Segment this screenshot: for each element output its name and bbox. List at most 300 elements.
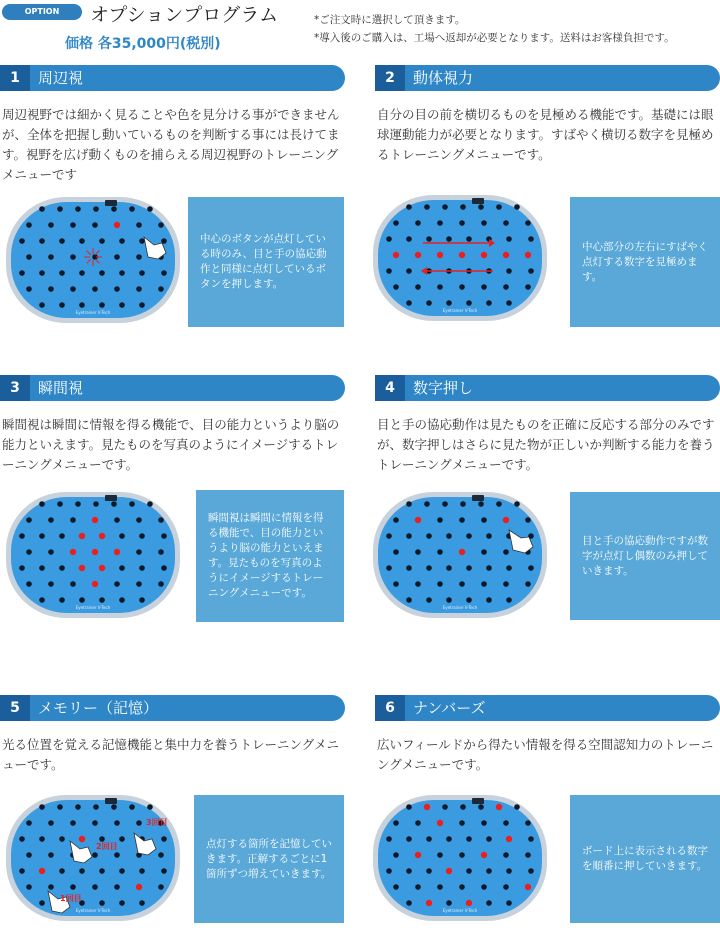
page-title: オプションプログラム <box>90 4 279 26</box>
board-button <box>478 501 484 507</box>
board-button <box>161 533 167 539</box>
board-button <box>119 270 125 276</box>
lit-button <box>459 549 465 555</box>
board-button <box>486 565 492 571</box>
board-button <box>75 501 81 507</box>
section-description: 光る位置を覚える記憶機能と集中力を養うトレーニングメニューです。 <box>2 737 340 772</box>
section-title: ナンバーズ <box>413 699 486 717</box>
board-button <box>114 852 120 858</box>
board-button <box>136 517 142 523</box>
board-button <box>406 501 412 507</box>
board-button <box>442 804 448 810</box>
lit-button <box>415 252 421 258</box>
board-button <box>415 549 421 555</box>
board-button <box>111 804 117 810</box>
board-button <box>39 270 45 276</box>
board-button <box>92 852 98 858</box>
lit-button <box>437 820 443 826</box>
board-button <box>486 836 492 842</box>
section-description: 自分の目の前を横切るものを見極める機能です。基礎には眼球運動能力が必要となります。すばやく横切る数字を見極めるトレーニングメニューです。 <box>377 107 714 162</box>
board-button <box>437 284 443 290</box>
board-button <box>114 254 120 260</box>
board-button <box>26 852 32 858</box>
lit-button <box>70 549 76 555</box>
lit-button <box>136 884 142 890</box>
board-button <box>503 581 509 587</box>
training-board-image <box>371 490 549 620</box>
board-button <box>486 868 492 874</box>
board-button <box>158 517 164 523</box>
board-button <box>528 868 534 874</box>
board-button <box>406 868 412 874</box>
program-section-1 <box>0 65 345 330</box>
lit-button <box>437 252 443 258</box>
board-button <box>99 302 105 308</box>
board-button <box>19 533 25 539</box>
board-button <box>466 565 472 571</box>
lit-button <box>39 868 45 874</box>
board-button <box>129 804 135 810</box>
board-button <box>19 868 25 874</box>
board-display <box>105 200 117 206</box>
section-caption: 中心部分の左右にすばやく点灯する数字を見極めます。 <box>570 197 720 327</box>
board-button <box>393 852 399 858</box>
lit-button <box>114 549 120 555</box>
board-button <box>79 238 85 244</box>
board-button <box>129 206 135 212</box>
board-button <box>514 204 520 210</box>
board-button <box>459 517 465 523</box>
board-brand: Eyetrainer V-Tech <box>442 908 478 913</box>
order-note: *ご注文時に選択して頂きます。 <box>314 14 466 26</box>
board-button <box>26 254 32 260</box>
board-button <box>119 238 125 244</box>
section-caption: 中心のボタンが点灯している時のみ、目と手の協応動作と同様に点灯しているボタンを押します。 <box>188 197 344 327</box>
board-button <box>525 820 531 826</box>
board-button <box>506 868 512 874</box>
board-button <box>70 884 76 890</box>
training-board-image <box>371 793 549 923</box>
board-button <box>525 284 531 290</box>
board-surface <box>378 497 542 613</box>
board-button <box>119 302 125 308</box>
option-program-badge: OPTION PROGRAM <box>2 4 82 20</box>
board-button <box>386 565 392 571</box>
section-title-bar <box>0 65 345 91</box>
lit-button <box>496 804 502 810</box>
board-button <box>514 501 520 507</box>
board-button <box>481 220 487 226</box>
board-button <box>93 501 99 507</box>
board-button <box>139 597 145 603</box>
board-button <box>129 501 135 507</box>
board-button <box>393 884 399 890</box>
board-button <box>39 302 45 308</box>
board-button <box>446 236 452 242</box>
board-surface <box>11 497 175 613</box>
board-button <box>136 254 142 260</box>
board-button <box>426 533 432 539</box>
board-button <box>406 900 412 906</box>
board-button <box>19 836 25 842</box>
board-button <box>136 549 142 555</box>
board-button <box>70 222 76 228</box>
board-button <box>481 884 487 890</box>
section-description: 瞬間視は瞬間に情報を得る機能で、目の能力というより脳の能力といえます。見たものを写真のようにイメージするトレーニングメニューです。 <box>2 417 340 472</box>
board-button <box>459 284 465 290</box>
board-button <box>466 836 472 842</box>
board-button <box>415 581 421 587</box>
board-button <box>79 868 85 874</box>
board-button <box>466 597 472 603</box>
board-button <box>139 565 145 571</box>
board-button <box>99 597 105 603</box>
board-button <box>114 884 120 890</box>
board-button <box>59 868 65 874</box>
program-section-5 <box>0 695 345 931</box>
board-button <box>59 238 65 244</box>
training-board-image <box>4 793 182 923</box>
lit-button <box>92 581 98 587</box>
training-board-image <box>4 490 182 620</box>
lit-button <box>503 252 509 258</box>
board-button <box>460 204 466 210</box>
board-button <box>424 204 430 210</box>
board-button <box>386 533 392 539</box>
lit-button <box>481 852 487 858</box>
board-button <box>406 836 412 842</box>
section-title-bar <box>375 695 720 721</box>
board-button <box>406 565 412 571</box>
board-button <box>111 206 117 212</box>
board-button <box>406 804 412 810</box>
board-button <box>503 220 509 226</box>
board-button <box>158 286 164 292</box>
board-button <box>466 236 472 242</box>
lit-button <box>99 565 105 571</box>
board-button <box>406 597 412 603</box>
board-brand: Eyetrainer V-Tech <box>75 908 111 913</box>
board-button <box>26 581 32 587</box>
board-button <box>161 270 167 276</box>
board-button <box>70 517 76 523</box>
board-button <box>139 533 145 539</box>
board-button <box>99 238 105 244</box>
board-button <box>161 836 167 842</box>
program-section-3 <box>0 375 345 625</box>
board-button <box>139 302 145 308</box>
board-button <box>48 286 54 292</box>
lit-button <box>79 533 85 539</box>
board-button <box>393 820 399 826</box>
lit-button <box>506 836 512 842</box>
board-button <box>503 852 509 858</box>
section-title-bar <box>375 375 720 401</box>
board-button <box>139 270 145 276</box>
page-header <box>0 0 720 60</box>
board-button <box>437 549 443 555</box>
board-button <box>426 300 432 306</box>
board-button <box>446 836 452 842</box>
board-button <box>406 300 412 306</box>
board-button <box>386 868 392 874</box>
board-button <box>92 884 98 890</box>
lit-button <box>525 884 531 890</box>
program-section-2 <box>375 65 720 330</box>
section-description: 周辺視野では細かく見ることや色を見分ける事ができませんが、全体を把握し動いているものを判断する事には長けてます。視野を広げ動くものを捕らえる周辺視野のトレーニングメニューです <box>2 107 340 182</box>
board-button <box>99 270 105 276</box>
lit-button <box>393 252 399 258</box>
board-button <box>466 868 472 874</box>
board-button <box>528 268 534 274</box>
board-button <box>426 868 432 874</box>
board-button <box>136 286 142 292</box>
board-button <box>26 286 32 292</box>
section-title: メモリー（記憶） <box>38 699 159 717</box>
board-button <box>92 286 98 292</box>
board-button <box>139 238 145 244</box>
board-button <box>39 900 45 906</box>
board-button <box>506 900 512 906</box>
board-button <box>481 284 487 290</box>
board-button <box>506 565 512 571</box>
board-brand: Eyetrainer V-Tech <box>442 605 478 610</box>
board-button <box>111 501 117 507</box>
lit-button <box>525 252 531 258</box>
board-button <box>147 501 153 507</box>
board-button <box>503 549 509 555</box>
board-button <box>114 286 120 292</box>
board-surface <box>378 800 542 916</box>
board-button <box>459 884 465 890</box>
board-button <box>92 222 98 228</box>
board-button <box>446 597 452 603</box>
board-button <box>119 533 125 539</box>
board-button <box>136 222 142 228</box>
lit-button <box>415 852 421 858</box>
board-button <box>57 804 63 810</box>
board-button <box>466 300 472 306</box>
board-button <box>158 222 164 228</box>
lit-button <box>415 517 421 523</box>
board-button <box>48 884 54 890</box>
board-button <box>48 517 54 523</box>
board-button <box>75 804 81 810</box>
board-button <box>114 820 120 826</box>
board-button <box>481 820 487 826</box>
board-button <box>528 236 534 242</box>
lit-button <box>459 252 465 258</box>
board-button <box>393 517 399 523</box>
board-button <box>161 565 167 571</box>
board-brand: Eyetrainer V-Tech <box>442 308 478 313</box>
board-button <box>446 300 452 306</box>
section-description: 目と手の協応動作は見たものを正確に反応する部分のみですが、数字押しはさらに見た物が正しいか判断する能力を養うトレーニングメニューです。 <box>377 417 715 472</box>
board-button <box>57 206 63 212</box>
board-button <box>161 868 167 874</box>
board-button <box>93 804 99 810</box>
lit-button <box>481 252 487 258</box>
board-button <box>459 581 465 587</box>
board-button <box>426 236 432 242</box>
board-button <box>415 884 421 890</box>
board-button <box>136 820 142 826</box>
board-button <box>119 868 125 874</box>
section-title: 数字押し <box>413 379 474 397</box>
board-button <box>39 597 45 603</box>
memory-step-label: 1回目 <box>60 894 82 903</box>
board-button <box>525 220 531 226</box>
board-button <box>158 581 164 587</box>
lit-button <box>426 900 432 906</box>
board-button <box>39 804 45 810</box>
board-button <box>48 581 54 587</box>
board-button <box>406 533 412 539</box>
board-button <box>506 236 512 242</box>
section-title-bar <box>0 695 345 721</box>
board-display <box>472 198 484 204</box>
board-button <box>39 565 45 571</box>
board-button <box>99 900 105 906</box>
board-button <box>486 900 492 906</box>
board-button <box>426 597 432 603</box>
board-button <box>79 302 85 308</box>
board-button <box>528 836 534 842</box>
shipping-note: *導入後のご購入は、工場へ返却が必要となります。送料はお客様負担です。 <box>314 32 675 44</box>
board-button <box>496 501 502 507</box>
memory-step-label: 2回目 <box>96 842 118 851</box>
section-number: 1 <box>0 65 30 91</box>
board-button <box>19 565 25 571</box>
section-title: 瞬間視 <box>38 379 84 397</box>
section-caption: 瞬間視は瞬間に情報を得る機能で、目の能力というより脳の能力といえます。見たものを写真のようにイメージするトレーニングメニューです。 <box>196 490 344 622</box>
board-button <box>48 222 54 228</box>
board-button <box>59 270 65 276</box>
lit-button <box>79 836 85 842</box>
board-button <box>158 884 164 890</box>
board-button <box>393 581 399 587</box>
board-display <box>105 495 117 501</box>
board-button <box>70 286 76 292</box>
board-button <box>59 565 65 571</box>
board-button <box>39 836 45 842</box>
board-button <box>426 836 432 842</box>
board-display <box>105 798 117 804</box>
board-button <box>486 300 492 306</box>
board-button <box>442 501 448 507</box>
board-display <box>472 798 484 804</box>
board-button <box>446 900 452 906</box>
board-button <box>93 206 99 212</box>
board-button <box>437 581 443 587</box>
training-board-image <box>4 195 182 325</box>
section-number: 3 <box>0 375 30 401</box>
board-button <box>26 820 32 826</box>
board-brand: Eyetrainer V-Tech <box>75 310 111 315</box>
memory-step-label: 3回目 <box>146 818 168 827</box>
board-button <box>139 900 145 906</box>
board-button <box>147 206 153 212</box>
board-button <box>59 302 65 308</box>
board-display <box>472 495 484 501</box>
board-button <box>70 820 76 826</box>
board-button <box>460 501 466 507</box>
board-button <box>415 284 421 290</box>
board-button <box>70 581 76 587</box>
board-button <box>460 804 466 810</box>
board-button <box>393 549 399 555</box>
board-button <box>415 220 421 226</box>
board-button <box>79 270 85 276</box>
board-button <box>415 820 421 826</box>
board-button <box>496 204 502 210</box>
section-title-bar <box>0 375 345 401</box>
board-button <box>26 222 32 228</box>
lit-button <box>503 517 509 523</box>
section-title: 周辺視 <box>38 69 84 87</box>
section-number: 6 <box>375 695 405 721</box>
board-surface <box>378 200 542 316</box>
board-button <box>481 581 487 587</box>
board-button <box>525 581 531 587</box>
board-button <box>48 852 54 858</box>
board-button <box>26 517 32 523</box>
board-button <box>506 300 512 306</box>
section-number: 2 <box>375 65 405 91</box>
lit-button <box>92 549 98 555</box>
board-brand: Eyetrainer V-Tech <box>75 605 111 610</box>
board-button <box>478 204 484 210</box>
board-button <box>48 254 54 260</box>
lit-button <box>466 900 472 906</box>
board-button <box>48 549 54 555</box>
board-button <box>486 597 492 603</box>
board-button <box>158 852 164 858</box>
board-button <box>119 565 125 571</box>
board-button <box>481 517 487 523</box>
board-button <box>503 884 509 890</box>
board-button <box>147 804 153 810</box>
board-button <box>70 254 76 260</box>
section-description: 広いフィールドから得たい情報を得る空間認知力のトレーニングメニューです。 <box>377 737 714 772</box>
board-button <box>59 533 65 539</box>
board-button <box>39 206 45 212</box>
board-button <box>406 236 412 242</box>
board-button <box>442 204 448 210</box>
board-button <box>19 270 25 276</box>
section-number: 4 <box>375 375 405 401</box>
board-button <box>393 220 399 226</box>
board-button <box>386 236 392 242</box>
lit-button <box>446 868 452 874</box>
section-caption: 目と手の協応動作ですが数字が点灯し偶数のみ押していきます。 <box>570 492 720 620</box>
board-button <box>59 597 65 603</box>
board-button <box>525 852 531 858</box>
board-button <box>158 549 164 555</box>
board-button <box>446 565 452 571</box>
program-section-6 <box>375 695 720 931</box>
board-button <box>486 533 492 539</box>
board-button <box>39 533 45 539</box>
board-button <box>136 581 142 587</box>
board-button <box>437 517 443 523</box>
board-button <box>525 517 531 523</box>
board-button <box>459 220 465 226</box>
board-button <box>75 206 81 212</box>
board-button <box>59 836 65 842</box>
board-button <box>26 884 32 890</box>
board-button <box>514 804 520 810</box>
